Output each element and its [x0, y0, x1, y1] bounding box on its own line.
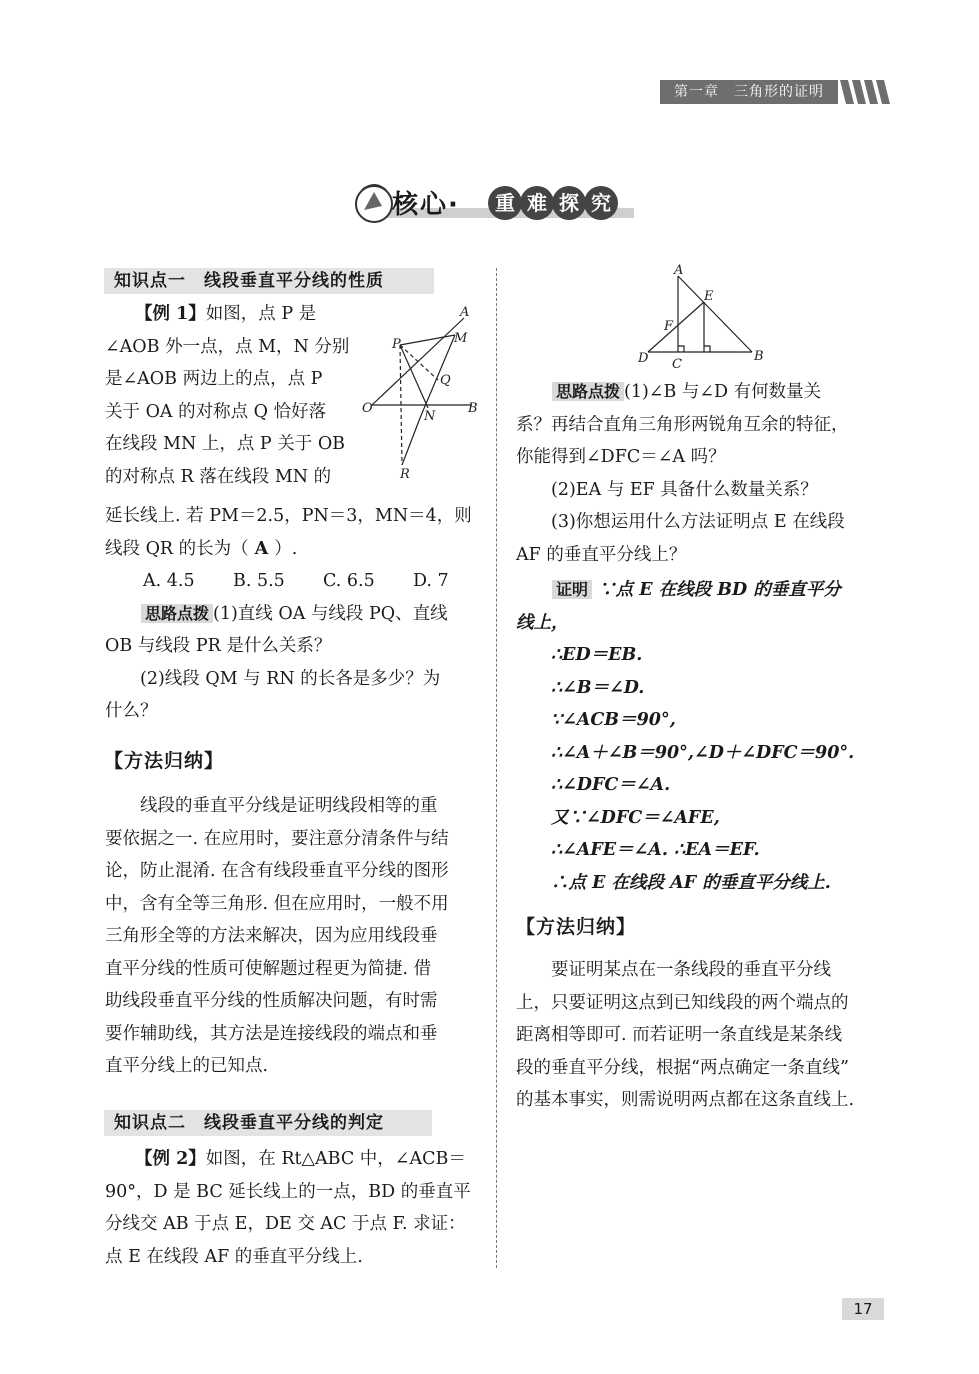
proof-label: 证明: [552, 580, 592, 599]
fig2-label-a: A: [674, 263, 684, 278]
example2-text: 【例 2】如图，在 Rt△ABC 中，∠ACB＝ 90°，D 是 BC 延长线上的一点，BD 的垂直平 分线交 AB 于点 E，DE 交 AC 于点 F. 求证： 点 E 在线段 AF 的垂直平分线上.: [105, 1149, 471, 1267]
method2-text: 要证明某点在一条线段的垂直平分线 上，只要证明这点到已知线段的两个端点的 距离相等即可. 而若证明一条直线是某条线 段的垂直平分线，根据“两点确定一条直线” 的基本事实，则需说明两点都在这条直线上.: [516, 960, 855, 1110]
example1-line: 是∠AOB 两边上的点，点 P: [105, 369, 323, 389]
example1-text-cont: [105, 500, 485, 728]
proof-text: 证明 ∵点 E 在线段 BD 的垂直平分 线上， ∴ED＝EB. ∴∠B＝∠D. ∵∠ACB＝90°, ∴∠A＋∠B＝90°,∠D＋∠DFC＝90°. ∴∠DFC＝∠A. 又∵∠DFC＝∠AFE, ∴∠AFE＝∠A. ∴EA＝EF. ∴点 E 在线段 AF 的垂直平分线上.: [516, 580, 855, 893]
example1-line: 的对称点 R 落在线段 MN 的: [105, 466, 332, 487]
fig1-label-n: N: [424, 409, 436, 424]
method1-title: 【方法归纳】: [104, 750, 225, 772]
hint1-line: OB 与线段 PR 是什么关系？: [105, 636, 332, 656]
example1-label: 【例 1】: [135, 304, 206, 324]
fig1-label-o: O: [362, 401, 373, 416]
option-d: D. 7: [413, 571, 449, 591]
option-c: C. 6.5: [323, 571, 375, 591]
hint1-label: 思路点拨: [141, 604, 213, 623]
banner-char-2: 难: [520, 186, 554, 220]
fig2-label-e: E: [704, 289, 714, 304]
method2-title: 【方法归纳】: [516, 916, 637, 938]
example1-line: ∠AOB 外一点，点 M，N 分别: [105, 336, 350, 357]
section1-heading: 知识点一 线段垂直平分线的性质: [104, 268, 434, 294]
example1-line: 在线段 MN 上，点 P 关于 OB: [105, 434, 346, 454]
option-b: B. 5.5: [233, 571, 285, 591]
hint1-line: 思路点拨 (1)直线 OA 与线段 PQ、直线: [105, 598, 485, 631]
banner-char-3: 探: [552, 186, 586, 220]
header-stripes-decoration: [840, 80, 890, 104]
example1-options: [105, 565, 485, 598]
hint2-text: 思路点拨 (1)∠B 与∠D 有何数量关 系？再结合直角三角形两锐角互余的特征， 你能得到∠DFC＝∠A 吗？ (2)EA 与 EF 具备什么数量关系？ (3)你想运用什么方法证明点 E 在线段 AF 的垂直平分线上？: [516, 382, 849, 565]
fig2-label-f: F: [664, 319, 674, 334]
fig2-label-d: D: [638, 351, 649, 366]
banner-char-1: 重: [488, 186, 522, 220]
fig1-label-b: B: [468, 401, 478, 416]
example1-line: 关于 OA 的对称点 Q 恰好落: [105, 401, 327, 422]
figure-1-angle-diagram: [360, 300, 490, 485]
fig1-label-m: M: [454, 331, 468, 346]
example1-answer: A: [254, 538, 269, 559]
banner-char-4: 究: [584, 186, 618, 220]
figure-2-triangle-diagram: [636, 262, 776, 374]
example1-line: 【例 1】如图，点 P 是: [135, 304, 317, 324]
fig1-label-a: A: [460, 305, 470, 320]
example2-label: 【例 2】: [135, 1149, 206, 1169]
hint1-line: 什么？: [105, 701, 158, 721]
method1-text: 线段的垂直平分线是证明线段相等的重 要依据之一. 在应用时，要注意分清条件与结 论，防止混淆. 在含有线段垂直平分线的图形 中，含有全等三角形. 但在应用时，一般不用 三角形全等的方法来解决，因为应用线段垂 直平分线的性质可使解题过程更为简捷. 借 助线段垂直平分线的性质解决问题，有时需 要作辅助线，其方法是连接线段的端点和垂 直平分线上的已知点.: [105, 796, 449, 1076]
chapter-header: 第一章 三角形的证明: [660, 80, 838, 104]
column-divider: [496, 268, 497, 1268]
fig1-label-q: Q: [440, 373, 451, 388]
hint1-line: (2)线段 QM 与 RN 的长各是多少？为: [140, 668, 441, 689]
hint2-label: 思路点拨: [552, 382, 624, 401]
example1-line: 延长线上. 若 PM＝2.5，PN＝3，MN＝4，则: [105, 506, 472, 526]
fig2-label-b: B: [754, 349, 764, 364]
fig2-label-c: C: [672, 357, 682, 372]
fig1-label-p: P: [392, 337, 401, 352]
example1-line: 线段 QR 的长为（ A ）.: [105, 538, 298, 559]
section2-heading: 知识点二 线段垂直平分线的判定: [104, 1110, 432, 1136]
fig1-label-r: R: [400, 467, 410, 482]
example1-text: [105, 298, 355, 493]
banner-title: 核心·: [392, 190, 460, 220]
option-a: A. 4.5: [143, 571, 195, 591]
page-number: 17: [842, 1298, 884, 1320]
